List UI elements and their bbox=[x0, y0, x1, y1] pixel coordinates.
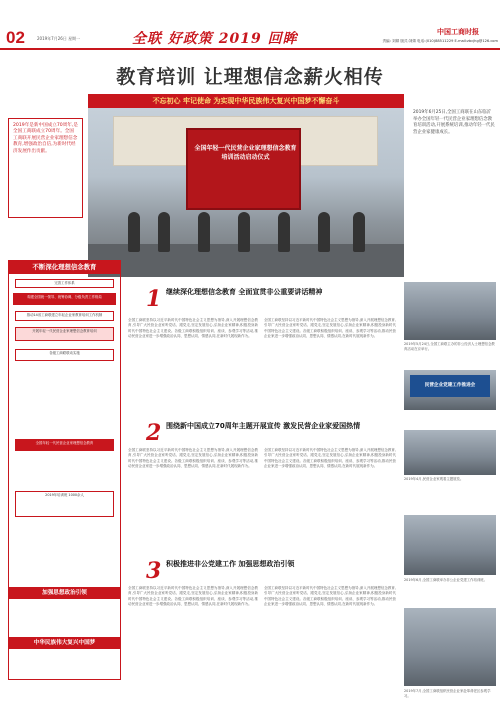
side-photo-caption: 2019年7月,全国工商联组织民营企业家赴革命老区参观学习。 bbox=[404, 689, 491, 698]
article-body: 全国工商联坚持以习近平新时代中国特色社会主义思想为指导,深入开展理想信念教育,引导广大民营企业家听党话、跟党走,坚定发展信心,弘扬企业家精神,积极投身新时代中国特色社会主义建设。各级工商联积极组织培训、座谈、参观学习等活动,推动民营企业家进一步增强政治认同、思想认同、情感认同,在新时代展现新作为。 bbox=[128, 448, 258, 468]
article-body: 全国工商联坚持以习近平新时代中国特色社会主义思想为指导,深入开展理想信念教育,引导广大民营企业家听党话、跟党走,坚定发展信心,弘扬企业家精神,积极投身新时代中国特色社会主义建设。各级工商联积极组织培训、座谈、参观学习等活动,推动民营企业家进一步增强政治认同、思想认同、情感认同,在新时代展现新作为。 bbox=[128, 318, 258, 338]
section-heading: 继续深化理想信念教育 全面宣贯非公重要讲话精神 bbox=[166, 288, 323, 296]
intro-box: 2019年是新中国成立70周年,是全国工商联成立70周年。全国工商联开展民营企业家理想信念教育,增强政治自信,为新时代经济发展作出贡献。 bbox=[8, 118, 83, 218]
section-number: 3 bbox=[146, 558, 162, 584]
side-photo-caption: 2019年5月24日,全国工商联主办的非公经济人士理想信念教育活动在京举行。 bbox=[404, 342, 495, 351]
flow-step: 2019年培训班 1000余人 bbox=[15, 491, 114, 517]
flow-step: 开展年轻一代民营企业家理想信念教育培训 bbox=[15, 327, 114, 341]
column-banner: 全联 好政策 2019 回眸 bbox=[132, 31, 298, 47]
side-photo-caption: 2019年4月,民营企业家观看主题展览。 bbox=[404, 477, 464, 481]
page-number: 02 bbox=[6, 28, 25, 47]
photo-person bbox=[318, 212, 330, 252]
flow-step: 推动14省工商联建立年轻企业家教育培训工作机制 bbox=[15, 311, 114, 321]
photo-banner-text: 不忘初心 牢记使命 为实现中华民族伟大复兴中国梦不懈奋斗 bbox=[88, 94, 404, 108]
photo-person bbox=[128, 212, 140, 252]
sidebar-subtitle: 中华民族伟大复兴中国梦 bbox=[9, 637, 120, 649]
event-sign: 民营企业党建工作推进会 bbox=[410, 375, 490, 397]
flow-step: 各级工商联联动实施 bbox=[15, 349, 114, 361]
flow-step: 完善工作体系 bbox=[15, 279, 114, 288]
sidebar-box bbox=[8, 260, 121, 680]
article-body: 全国工商联坚持以习近平新时代中国特色社会主义思想为指导,深入开展理想信念教育,引导广大民营企业家听党话、跟党走,坚定发展信心,弘扬企业家精神,积极投身新时代中国特色社会主义建设。各级工商联积极组织培训、座谈、参观学习等活动,推动民营企业家进一步增强政治认同、思想认同、情感认同,在新时代展现新作为。 bbox=[128, 586, 258, 606]
side-photo bbox=[404, 370, 496, 410]
article-body: 全国工商联坚持以习近平新时代中国特色社会主义思想为指导,深入开展理想信念教育,引导广大民营企业家听党话、跟党走,坚定发展信心,弘扬企业家精神,积极投身新时代中国特色社会主义建设。各级工商联积极组织培训、座谈、参观学习等活动,推动民营企业家进一步增强政治认同、思想认同、情感认同,在新时代展现新作为。 bbox=[264, 318, 396, 338]
side-photo bbox=[404, 430, 496, 475]
section-number: 1 bbox=[146, 286, 162, 312]
article-body: 全国工商联坚持以习近平新时代中国特色社会主义思想为指导,深入开展理想信念教育,引导广大民营企业家听党话、跟党走,坚定发展信心,弘扬企业家精神,积极投身新时代中国特色社会主义建设。各级工商联积极组织培训、座谈、参观学习等活动,推动民营企业家进一步增强政治认同、思想认同、情感认同,在新时代展现新作为。 bbox=[264, 586, 396, 606]
photo-person bbox=[238, 212, 250, 252]
flow-step: 构建全国统一领导、统筹协调、分级负责工作格局 bbox=[13, 293, 116, 305]
side-photo-caption: 2019年6月,全国工商联举办非公企业党建工作培训班。 bbox=[404, 578, 488, 582]
page-header bbox=[0, 0, 500, 50]
photo-caption: 2019年6月25日,全国工商联在山东临沂举办全国年轻一代民营企业家理想信念教育培训活动,开展系统培训,推动年轻一代民营企业家健康成长。 bbox=[413, 110, 495, 135]
side-photo bbox=[404, 608, 496, 686]
photo-person bbox=[278, 212, 290, 252]
section-heading: 围绕新中国成立70周年主题开展宣传 激发民营企业家爱国热情 bbox=[166, 422, 361, 430]
photo-screen bbox=[186, 128, 301, 210]
sidebar-subtitle: 加强思想政治引领 bbox=[9, 587, 120, 599]
editor-info: 责编: 刘婧 版式:刘婧 电话:(010)88511229 E-mail:zbcjhg@126.com bbox=[382, 39, 498, 43]
photo-person bbox=[353, 212, 365, 252]
side-photo bbox=[404, 282, 496, 340]
sidebar-title: 不断深化理想信念教育 bbox=[9, 261, 120, 274]
flow-step: 全国年轻一代民营企业家理想信念教育 bbox=[15, 439, 114, 451]
section-heading: 积极推进非公党建工作 加强思想政治引领 bbox=[166, 560, 295, 568]
issue-date: 2019年7月26日 星期一 bbox=[37, 36, 81, 41]
page-title: 教育培训 让理想信念薪火相传 bbox=[116, 66, 384, 88]
photo-person bbox=[158, 212, 170, 252]
side-photo bbox=[404, 515, 496, 575]
article-body: 全国工商联坚持以习近平新时代中国特色社会主义思想为指导,深入开展理想信念教育,引导广大民营企业家听党话、跟党走,坚定发展信心,弘扬企业家精神,积极投身新时代中国特色社会主义建设。各级工商联积极组织培训、座谈、参观学习等活动,推动民营企业家进一步增强政治认同、思想认同、情感认同,在新时代展现新作为。 bbox=[264, 448, 396, 468]
newspaper-logo: 中国工商时报 bbox=[437, 28, 479, 36]
photo-person bbox=[198, 212, 210, 252]
section-number: 2 bbox=[146, 420, 162, 446]
main-photo bbox=[88, 94, 404, 277]
photo-screen-text: 全国年轻一代民营企业家理想信念教育培训活动启动仪式 bbox=[194, 145, 297, 161]
